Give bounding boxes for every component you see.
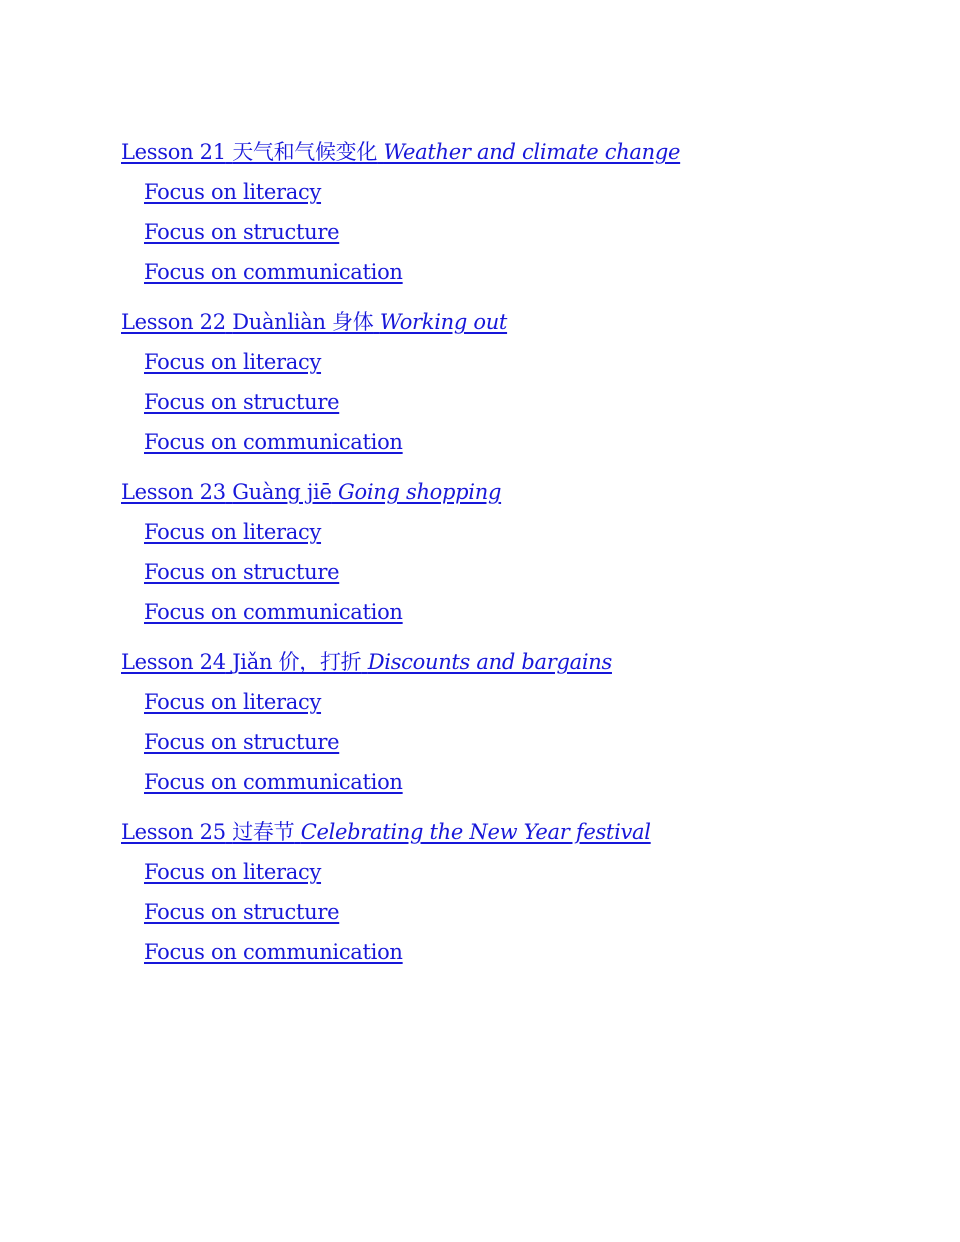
lesson-22-focus-communication-link[interactable]: Focus on communication (144, 430, 403, 454)
lesson-23-focus-literacy-link[interactable]: Focus on literacy (144, 520, 322, 544)
lesson-english-title: Working out (379, 310, 508, 334)
lesson-22-focus-literacy-link[interactable]: Focus on literacy (144, 350, 322, 374)
lesson-25-focus-structure-link[interactable]: Focus on structure (144, 900, 340, 924)
lesson-23-focus-structure-link[interactable]: Focus on structure (144, 560, 340, 584)
lesson-chinese-title: Jiǎn 价，打折 (232, 650, 362, 674)
lesson-22-focus-structure-link[interactable]: Focus on structure (144, 390, 340, 414)
lesson-prefix: Lesson 23 (121, 480, 226, 504)
lesson-22 (121, 306, 921, 462)
lesson-24-focus-literacy-link[interactable]: Focus on literacy (144, 690, 322, 714)
lesson-21-focus-literacy-link[interactable]: Focus on literacy (144, 180, 322, 204)
lesson-english-title: Celebrating the New Year festival (300, 820, 651, 844)
lesson-24-focus-communication-link[interactable]: Focus on communication (144, 770, 403, 794)
lesson-english-title: Going shopping (338, 480, 502, 504)
lesson-23 (121, 476, 921, 632)
lesson-english-title: Discounts and bargains (367, 650, 612, 674)
lesson-25-link[interactable] (121, 816, 921, 848)
lesson-23-focus-communication-link[interactable]: Focus on communication (144, 600, 403, 624)
lesson-english-title: Weather and climate change (383, 140, 681, 164)
lesson-prefix: Lesson 24 (121, 650, 226, 674)
lesson-23-link[interactable] (121, 476, 921, 508)
lesson-chinese-title: 过春节 (232, 820, 295, 844)
lesson-21-link[interactable] (121, 136, 921, 168)
lesson-21 (121, 136, 921, 292)
lesson-prefix: Lesson 25 (121, 820, 226, 844)
lesson-21-focus-communication-link[interactable]: Focus on communication (144, 260, 403, 284)
lesson-25-focus-communication-link[interactable]: Focus on communication (144, 940, 403, 964)
lesson-24 (121, 646, 921, 802)
lesson-25 (121, 816, 921, 972)
lesson-24-focus-structure-link[interactable]: Focus on structure (144, 730, 340, 754)
lesson-21-focus-structure-link[interactable]: Focus on structure (144, 220, 340, 244)
lesson-24-link[interactable] (121, 646, 921, 678)
lesson-chinese-title: Duànliàn 身体 (232, 310, 374, 334)
lesson-chinese-title: Guàng jiē (232, 480, 332, 504)
lesson-prefix: Lesson 22 (121, 310, 226, 334)
lesson-chinese-title: 天气和气候变化 (232, 140, 378, 164)
lesson-prefix: Lesson 21 (121, 140, 226, 164)
lesson-22-link[interactable] (121, 306, 921, 338)
table-of-contents (121, 136, 921, 986)
lesson-25-focus-literacy-link[interactable]: Focus on literacy (144, 860, 322, 884)
